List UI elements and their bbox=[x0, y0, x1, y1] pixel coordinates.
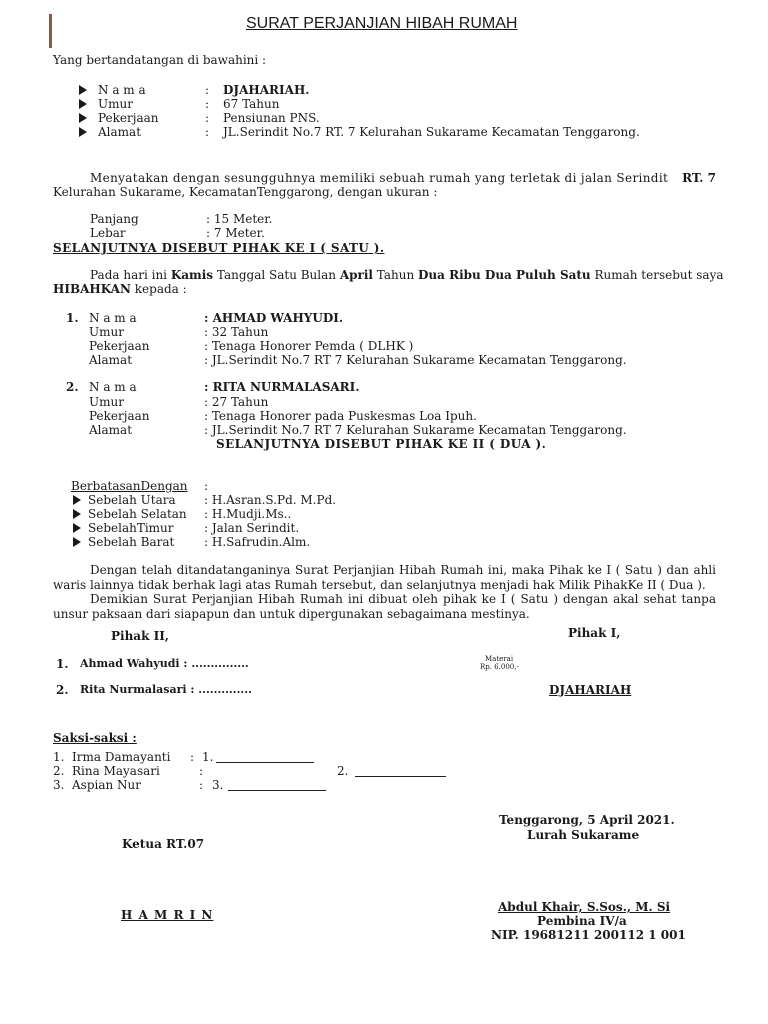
place-date: Tenggarong, 5 April 2021. bbox=[499, 813, 675, 827]
border-south-value: : H.Mudji.Ms.. bbox=[204, 507, 292, 521]
left-margin-bar bbox=[49, 14, 52, 48]
value-alamat: JL.Serindit No.7 RT. 7 Kelurahan Sukarame Kecamatan Tenggarong. bbox=[223, 125, 640, 139]
value-alamat: : JL.Serindit No.7 RT 7 Kelurahan Sukarame Kecamatan Tenggarong. bbox=[204, 423, 627, 437]
value-pekerjaan: : Tenaga Honorer pada Puskesmas Loa Ipuh. bbox=[204, 409, 477, 423]
label-umur: Umur bbox=[89, 325, 124, 339]
label-alamat: Alamat bbox=[89, 423, 133, 437]
value-umur: : 27 Tahun bbox=[204, 395, 269, 409]
colon: : bbox=[205, 111, 210, 125]
recipient-number: 2. bbox=[66, 380, 79, 394]
rt-name: H A M R I N bbox=[121, 908, 214, 922]
witness-number: 2. bbox=[53, 764, 65, 778]
witness-sign-number: 1. bbox=[202, 750, 214, 764]
value-nama: : AHMAD WAHYUDI. bbox=[204, 311, 344, 325]
witness-number: 1. bbox=[53, 750, 65, 764]
colon: : bbox=[205, 83, 210, 97]
hibah-text: Rumah tersebut saya bbox=[590, 268, 724, 282]
statement-line-2: Kelurahan Sukarame, KecamatanTenggarong, dengan ukuran : bbox=[53, 185, 438, 199]
border-west-label: Sebelah Barat bbox=[88, 535, 175, 549]
pihak-2-sign-label: Pihak II, bbox=[111, 629, 169, 643]
colon: : bbox=[199, 778, 204, 792]
arrow-bullet-icon bbox=[73, 535, 81, 549]
label-umur: Umur bbox=[89, 395, 124, 409]
border-north-value: : H.Asran.S.Pd. M.Pd. bbox=[204, 493, 337, 507]
recipient-number: 1. bbox=[66, 311, 79, 325]
sign-1-line: Ahmad Wahyudi : ............... bbox=[80, 657, 249, 670]
label-nama: N a m a bbox=[98, 83, 146, 97]
size-label-panjang: Panjang bbox=[90, 212, 139, 226]
intro-text: Yang bertandatangan di bawahini : bbox=[53, 53, 267, 67]
closing-paragraph-1: Dengan telah ditandatanganinya Surat Perjanjian Hibah Rumah ini, maka Pihak ke I ( Satu ) dan ahli waris lainnya tidak berhak lagi atas Rumah tersebut, dan selanjutnya menjadi hak Milik PihakKe II ( Dua ). bbox=[53, 563, 716, 592]
document-title bbox=[246, 15, 517, 33]
arrow-bullet-icon bbox=[79, 97, 87, 111]
pihak-1-name: DJAHARIAH bbox=[549, 683, 632, 697]
label-pekerjaan: Pekerjaan bbox=[98, 111, 159, 125]
arrow-bullet-icon bbox=[79, 111, 87, 125]
lurah-title: Lurah Sukarame bbox=[527, 828, 640, 842]
colon: : bbox=[204, 479, 209, 493]
border-east-value: : Jalan Serindit. bbox=[204, 521, 300, 535]
label-alamat: Alamat bbox=[98, 125, 142, 139]
colon: : bbox=[190, 750, 195, 764]
borders-heading: BerbatasanDengan bbox=[71, 479, 188, 493]
border-west-value: : H.Safrudin.Alm. bbox=[204, 535, 311, 549]
materai-label: Materai bbox=[485, 655, 514, 663]
label-pekerjaan: Pekerjaan bbox=[89, 339, 150, 353]
hibah-text: Tahun bbox=[372, 268, 419, 282]
border-south-label: Sebelah Selatan bbox=[88, 507, 187, 521]
border-north-label: Sebelah Utara bbox=[88, 493, 176, 507]
arrow-bullet-icon bbox=[73, 521, 81, 535]
label-umur: Umur bbox=[98, 97, 133, 111]
hibah-year: Dua Ribu Dua Puluh Satu bbox=[418, 268, 591, 282]
value-pekerjaan: Pensiunan PNS. bbox=[223, 111, 320, 125]
value-alamat: : JL.Serindit No.7 RT 7 Kelurahan Sukarame Kecamatan Tenggarong. bbox=[204, 353, 627, 367]
label-nama: N a m a bbox=[89, 311, 137, 325]
size-value-panjang: : 15 Meter. bbox=[206, 212, 273, 226]
value-umur: : 32 Tahun bbox=[204, 325, 269, 339]
hibah-month: April bbox=[339, 268, 373, 282]
colon: : bbox=[199, 764, 204, 778]
hibah-line-2 bbox=[53, 282, 187, 296]
hibah-text: Pada hari ini bbox=[90, 268, 171, 282]
sign-1-number: 1. bbox=[56, 657, 69, 671]
witness-signature-line bbox=[228, 777, 326, 791]
hibah-text: Tanggal Satu Bulan bbox=[213, 268, 340, 282]
hibah-day: Kamis bbox=[170, 268, 214, 282]
value-nama: : RITA NURMALASARI. bbox=[204, 380, 360, 394]
size-value-lebar: : 7 Meter. bbox=[206, 226, 265, 240]
witness-signature-line bbox=[355, 763, 446, 777]
pihak-1-sign-label: Pihak I, bbox=[568, 626, 621, 640]
arrow-bullet-icon bbox=[79, 125, 87, 139]
witness-signature-line bbox=[216, 749, 314, 763]
materai-value: Rp. 6.000,- bbox=[480, 663, 519, 671]
sign-2-line: Rita Nurmalasari : .............. bbox=[80, 683, 252, 696]
colon: : bbox=[205, 97, 210, 111]
sign-2-number: 2. bbox=[56, 683, 69, 697]
closing-paragraph-2: Demikian Surat Perjanjian Hibah Rumah ini dibuat oleh pihak ke I ( Satu ) dengan akal sehat tanpa unsur paksaan dari siapapun dan untuk dipergunakan sebagaimana mestinya. bbox=[53, 592, 716, 621]
hibah-line-1 bbox=[90, 268, 724, 282]
lurah-name: Abdul Khair, S.Sos., M. Si bbox=[498, 900, 671, 914]
value-pekerjaan: : Tenaga Honorer Pemda ( DLHK ) bbox=[204, 339, 414, 353]
statement-rt: RT. 7 bbox=[682, 171, 716, 185]
hibah-text: kepada : bbox=[130, 282, 187, 296]
witness-name: Aspian Nur bbox=[72, 778, 142, 792]
witness-sign-number: 2. bbox=[337, 764, 349, 778]
lurah-nip: NIP. 19681211 200112 1 001 bbox=[491, 928, 686, 942]
witness-number: 3. bbox=[53, 778, 65, 792]
arrow-bullet-icon bbox=[79, 83, 87, 97]
witnesses-heading: Saksi-saksi : bbox=[53, 731, 137, 745]
colon: : bbox=[205, 125, 210, 139]
value-umur: 67 Tahun bbox=[223, 97, 280, 111]
pihak-1-designation: SELANJUTNYA DISEBUT PIHAK KE I ( SATU ). bbox=[53, 241, 385, 255]
border-east-label: SebelahTimur bbox=[88, 521, 174, 535]
lurah-rank: Pembina IV/a bbox=[537, 914, 627, 928]
document-title-text: SURAT PERJANJIAN HIBAH RUMAH bbox=[246, 15, 518, 32]
rt-title: Ketua RT.07 bbox=[122, 837, 205, 851]
witness-name: Irma Damayanti bbox=[72, 750, 171, 764]
hibah-keyword: HIBAHKAN bbox=[53, 282, 131, 296]
value-nama: DJAHARIAH. bbox=[223, 83, 310, 97]
statement-line-1 bbox=[90, 171, 716, 185]
statement-text: Menyatakan dengan sesungguhnya memiliki sebuah rumah yang terletak di jalan Serindit bbox=[90, 171, 669, 185]
pihak-2-designation: SELANJUTNYA DISEBUT PIHAK KE II ( DUA ). bbox=[216, 437, 547, 451]
label-nama: N a m a bbox=[89, 380, 137, 394]
label-pekerjaan: Pekerjaan bbox=[89, 409, 150, 423]
witness-name: Rina Mayasari bbox=[72, 764, 160, 778]
witness-sign-number: 3. bbox=[212, 778, 224, 792]
size-label-lebar: Lebar bbox=[90, 226, 126, 240]
label-alamat: Alamat bbox=[89, 353, 133, 367]
arrow-bullet-icon bbox=[73, 507, 81, 521]
arrow-bullet-icon bbox=[73, 493, 81, 507]
